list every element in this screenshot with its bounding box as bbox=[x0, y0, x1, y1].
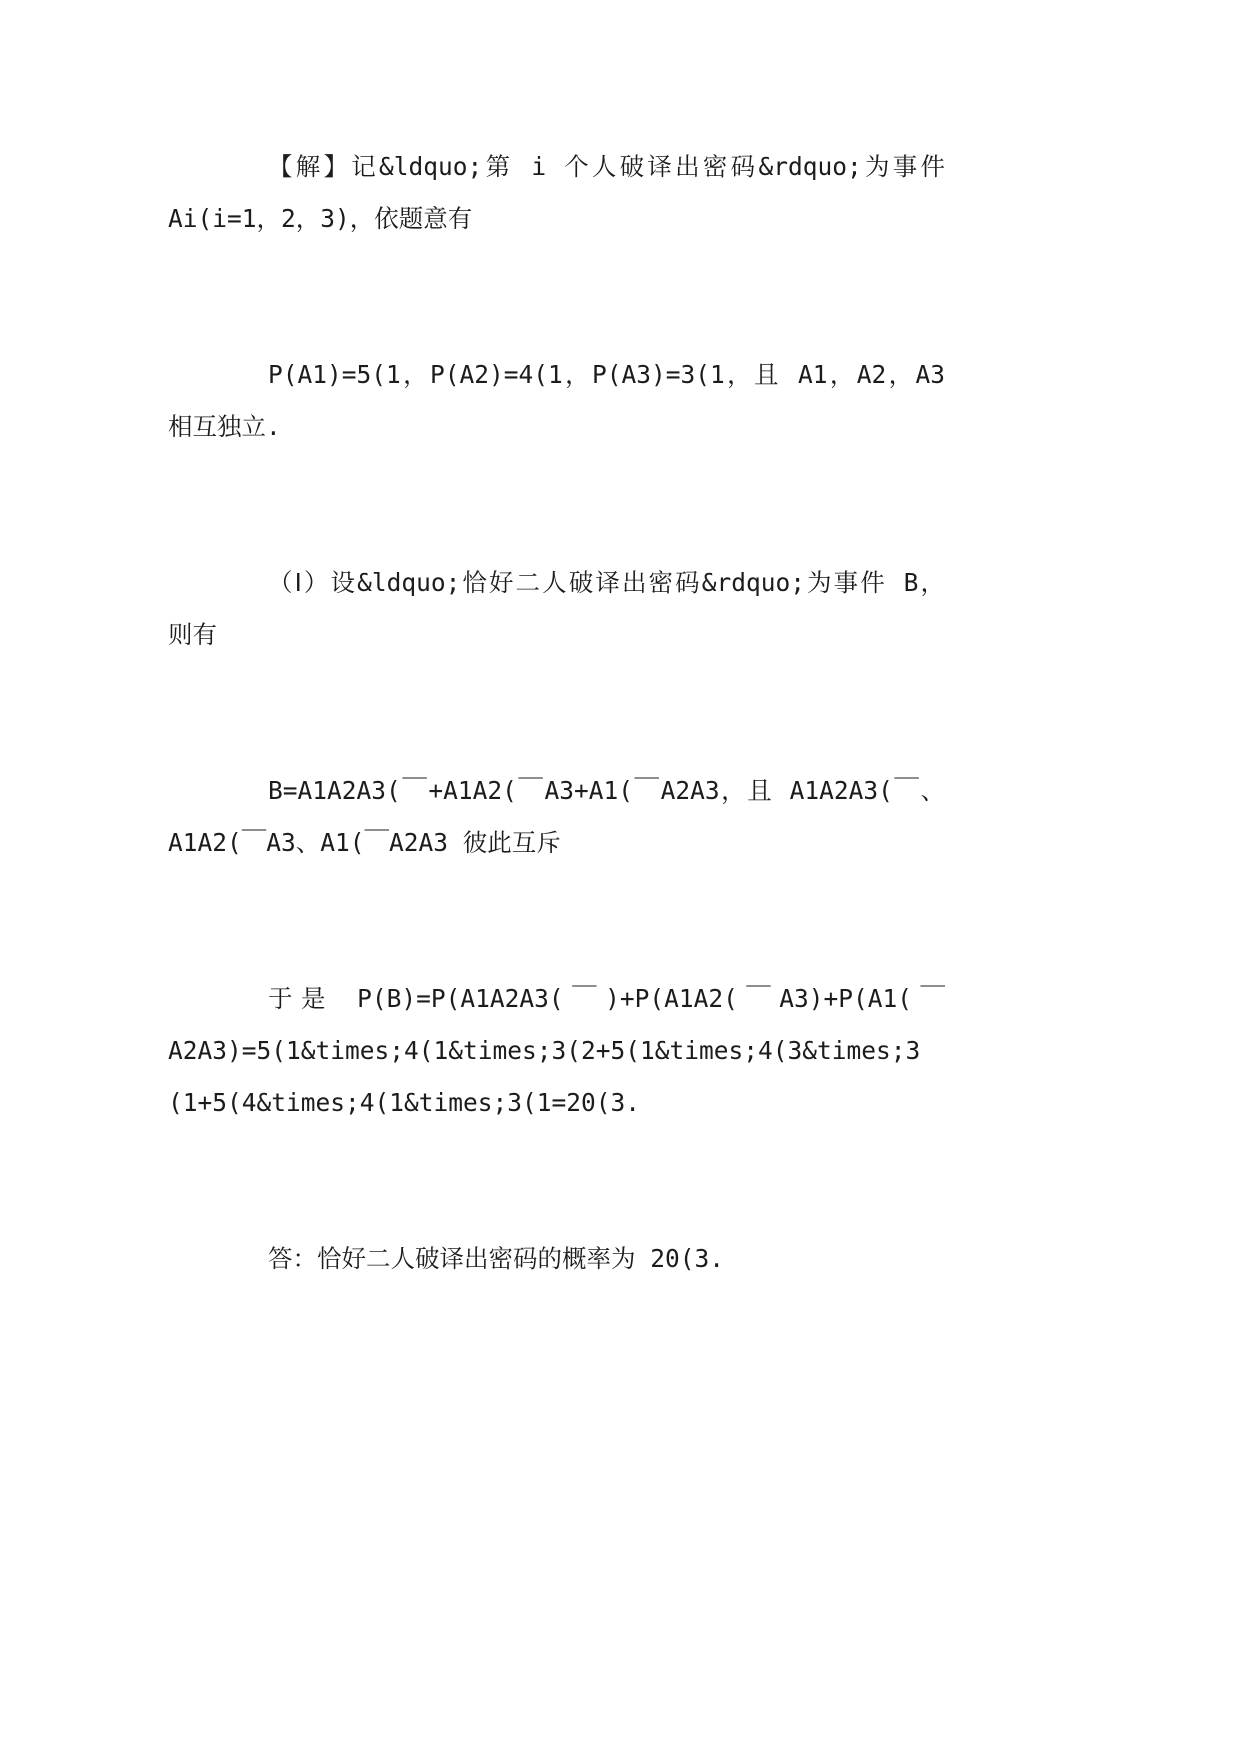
document-body bbox=[168, 141, 945, 1389]
text-line: A2A3)=5(1&times;4(1&times;3(2+5(1&times;4(3&times;3 bbox=[168, 1036, 921, 1065]
text-line: Ai(i=1，2，3)，依题意有 bbox=[168, 204, 473, 233]
text-line: 于是 P(B)=P(A1A2A3(￣)+P(A1A2(￣A3)+P(A1(￣ bbox=[268, 984, 945, 1013]
answer-paragraph bbox=[168, 1233, 945, 1285]
text-line: 则有 bbox=[168, 620, 217, 649]
text-line: 相互独立. bbox=[168, 412, 281, 441]
text-line: B=A1A2A3(￣+A1A2(￣A3+A1(￣A2A3，且 A1A2A3(￣、 bbox=[268, 776, 945, 805]
text-line: P(A1)=5(1，P(A2)=4(1，P(A3)=3(1，且 A1，A2，A3 bbox=[268, 360, 945, 389]
solution-intro-paragraph bbox=[168, 141, 945, 245]
text-line: （Ⅰ）设&ldquo;恰好二人破译出密码&rdquo;为事件 B， bbox=[268, 568, 945, 597]
text-line: (1+5(4&times;4(1&times;3(1=20(3. bbox=[168, 1088, 641, 1117]
given-probabilities-paragraph bbox=[168, 349, 945, 453]
probability-calculation-paragraph bbox=[168, 973, 945, 1129]
event-b-expression-paragraph bbox=[168, 765, 945, 869]
text-line: A1A2(￣A3、A1(￣A2A3 彼此互斥 bbox=[168, 828, 561, 857]
part-i-setup-paragraph bbox=[168, 557, 945, 661]
text-line: 答：恰好二人破译出密码的概率为 20(3. bbox=[268, 1244, 724, 1273]
text-line: 【解】记&ldquo;第 i 个人破译出密码&rdquo;为事件 bbox=[268, 152, 945, 181]
